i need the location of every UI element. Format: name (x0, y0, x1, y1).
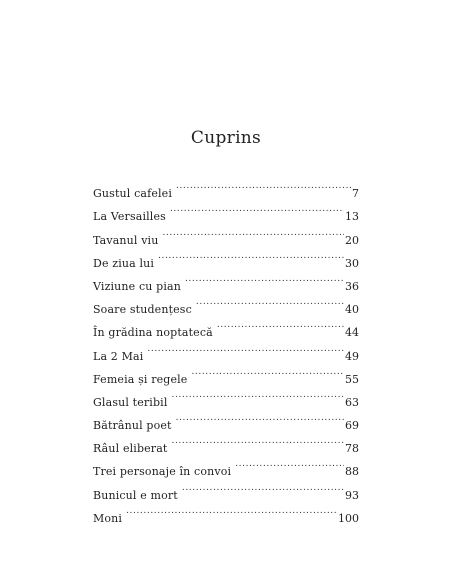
dot-leader (185, 267, 344, 290)
toc-entry-title: Gustul cafelei (93, 187, 172, 201)
page-title: Cuprins (190, 128, 262, 148)
dot-leader (158, 244, 344, 267)
toc-entry-page-number: 40 (345, 303, 359, 317)
toc-entry-title: Râul eliberat (93, 442, 168, 456)
toc-entry-page-number: 63 (345, 395, 359, 409)
dot-leader (147, 336, 344, 359)
toc-entry-title: La Versailles (93, 210, 166, 224)
toc-entry-page-number: 88 (345, 465, 359, 479)
toc-entry-page-number: 78 (345, 442, 359, 456)
dot-leader (171, 429, 344, 452)
dot-leader (176, 406, 344, 429)
toc-entry-page-number: 36 (345, 279, 359, 293)
dot-leader (172, 383, 345, 406)
toc-entry[interactable] (93, 174, 359, 201)
toc-entry-page-number: 30 (345, 256, 359, 270)
toc-entry-page-number: 93 (345, 488, 359, 502)
toc-entry-title: Bătrânul poet (93, 419, 172, 433)
dot-leader (176, 174, 351, 197)
toc-entry-title: Viziune cu pian (93, 279, 181, 293)
dot-leader (182, 475, 344, 498)
toc-entry-title: În grădina noptatecă (93, 326, 213, 340)
dot-leader (191, 360, 344, 383)
toc-entry-page-number: 55 (345, 372, 359, 386)
toc-entry-title: Trei personaje în convoi (93, 465, 232, 479)
toc-entry-title: La 2 Mai (93, 349, 144, 363)
toc-entry-page-number: 20 (345, 233, 359, 247)
dot-leader (235, 452, 344, 475)
toc-entry-page-number: 49 (345, 349, 359, 363)
toc-entry-title: Femeia și regele (93, 372, 188, 386)
toc-entry-title: Tavanul viu (93, 233, 159, 247)
toc-entry-page-number: 13 (345, 210, 359, 224)
toc-entry-title: De ziua lui (93, 256, 155, 270)
toc-entry-title: Soare studențesc (93, 303, 192, 317)
toc-entry-page-number: 69 (345, 419, 359, 433)
toc-entry-page-number: 44 (345, 326, 359, 340)
toc-entry[interactable] (93, 499, 359, 525)
toc-entry-title: Glasul teribil (93, 395, 168, 409)
toc-entry-title: Bunicul e mort (93, 488, 178, 502)
dot-leader (126, 499, 337, 522)
toc-entry-page-number: 100 (338, 511, 359, 525)
dot-leader (196, 290, 344, 313)
table-of-contents (93, 174, 359, 525)
dot-leader (162, 220, 344, 243)
dot-leader (217, 313, 344, 336)
toc-entry-page-number: 7 (352, 187, 359, 201)
dot-leader (170, 197, 344, 220)
toc-entry-title: Moni (93, 511, 123, 525)
